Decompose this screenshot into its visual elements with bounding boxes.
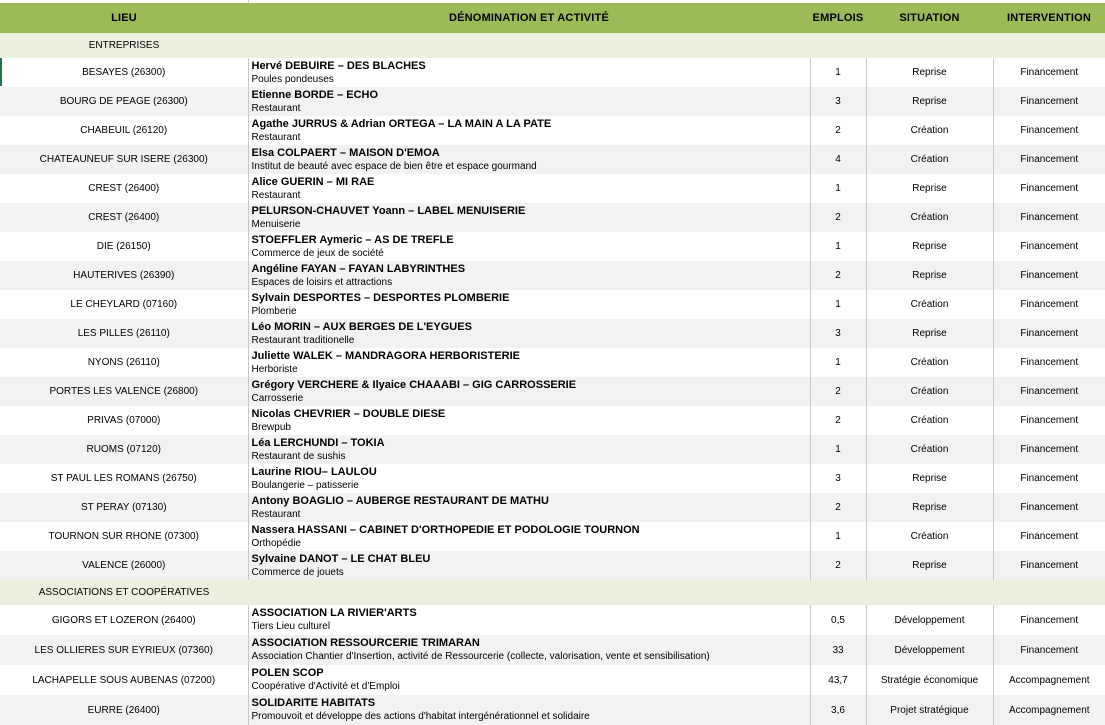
table-row	[0, 319, 1105, 348]
cell-emplois[interactable]: 4	[810, 145, 866, 174]
cell-situation[interactable]: Développement	[866, 605, 993, 635]
cell-emplois[interactable]: 0,5	[810, 605, 866, 635]
cell-emplois[interactable]: 43,7	[810, 665, 866, 695]
cell-lieu[interactable]: PRIVAS (07000)	[0, 406, 248, 435]
cell-intervention[interactable]: Financement	[1020, 357, 1079, 368]
table-row	[0, 87, 1105, 116]
section-filler[interactable]	[248, 33, 1105, 58]
table-row	[0, 377, 1105, 406]
cell-lieu[interactable]: DIE (26150)	[0, 232, 248, 261]
section-filler[interactable]	[248, 580, 1105, 605]
table-row	[0, 58, 1105, 87]
cell-lieu[interactable]: HAUTERIVES (26390)	[0, 261, 248, 290]
cell-situation[interactable]: Reprise	[866, 174, 993, 203]
company-activity: Brewpub	[251, 421, 291, 433]
company-name: STOEFFLER Aymeric – AS DE TREFLE	[251, 233, 454, 246]
company-activity: Poules pondeuses	[251, 73, 334, 85]
table-header-row	[0, 3, 1105, 33]
cell-intervention[interactable]: Financement	[1020, 473, 1079, 484]
projects-table	[0, 3, 1105, 725]
cell-denomination[interactable]	[248, 174, 810, 203]
cell-denomination[interactable]	[248, 493, 810, 522]
section-label[interactable]: ENTREPRISES	[0, 33, 248, 58]
table-row	[0, 145, 1105, 174]
cell-situation[interactable]: Reprise	[866, 261, 993, 290]
company-name: Sylvaine DANOT – LE CHAT BLEU	[251, 552, 431, 565]
cell-denomination[interactable]	[248, 435, 810, 464]
cell-lieu[interactable]: VALENCE (26000)	[0, 551, 248, 580]
company-activity: Commerce de jeux de société	[251, 247, 384, 259]
table-row	[0, 232, 1105, 261]
company-activity: Institut de beauté avec espace de bien être et espace gourmand	[251, 160, 537, 172]
cell-denomination[interactable]	[248, 406, 810, 435]
company-name: Angéline FAYAN – FAYAN LABYRINTHES	[251, 262, 466, 275]
table-row	[0, 635, 1105, 665]
cell-lieu[interactable]: NYONS (26110)	[0, 348, 248, 377]
cell-lieu[interactable]: ST PERAY (07130)	[0, 493, 248, 522]
cell-intervention[interactable]: Financement	[993, 493, 1105, 522]
cell-situation[interactable]: Création	[866, 406, 993, 435]
cell-situation[interactable]: Reprise	[866, 319, 993, 348]
cell-situation[interactable]: Reprise	[866, 464, 993, 493]
table-row	[0, 203, 1105, 232]
company-name: Etienne BORDE – ECHO	[251, 88, 379, 101]
table-row	[0, 116, 1105, 145]
table-row	[0, 406, 1105, 435]
cell-situation[interactable]: Reprise	[866, 493, 993, 522]
cell-emplois[interactable]: 2	[810, 377, 866, 406]
cell-intervention[interactable]: Financement	[993, 261, 1105, 290]
table-row	[0, 695, 1105, 725]
cell-denomination[interactable]	[248, 145, 810, 174]
cell-denomination[interactable]	[248, 319, 810, 348]
cell-intervention[interactable]: Financement	[1020, 241, 1079, 252]
cell-emplois[interactable]: 1	[810, 435, 866, 464]
company-activity: Restaurant	[251, 189, 301, 201]
company-name: Laurine RIOU– LAULOU	[251, 465, 377, 478]
cell-emplois[interactable]: 3,6	[810, 695, 866, 725]
cell-emplois[interactable]: 2	[810, 261, 866, 290]
cell-denomination[interactable]	[248, 203, 810, 232]
company-activity: Espaces de loisirs et attractions	[251, 276, 393, 288]
cell-emplois[interactable]: 3	[810, 319, 866, 348]
cell-emplois[interactable]: 3	[810, 464, 866, 493]
cell-intervention[interactable]: Financement	[993, 203, 1105, 232]
cell-intervention[interactable]: Financement	[993, 145, 1105, 174]
company-activity: Restaurant	[251, 508, 301, 520]
cell-lieu[interactable]: RUOMS (07120)	[0, 435, 248, 464]
cell-situation[interactable]: Création	[866, 145, 993, 174]
cell-denomination[interactable]	[248, 261, 810, 290]
company-name: Nicolas CHEVRIER – DOUBLE DIESE	[251, 407, 446, 420]
cell-intervention[interactable]: Financement	[993, 435, 1105, 464]
company-name: PELURSON-CHAUVET Yoann – LABEL MENUISERIE	[251, 204, 526, 217]
cell-situation[interactable]: Création	[866, 377, 993, 406]
cell-denomination[interactable]	[248, 116, 810, 145]
company-name: Léa LERCHUNDI – TOKIA	[251, 436, 385, 449]
cell-emplois[interactable]: 1	[810, 174, 866, 203]
section-row	[0, 580, 1105, 605]
cell-emplois[interactable]: 3	[810, 87, 866, 116]
table-row	[0, 605, 1105, 635]
cell-emplois[interactable]: 33	[810, 635, 866, 665]
cell-denomination[interactable]	[248, 551, 810, 580]
company-name: Elsa COLPAERT – MAISON D'EMOA	[251, 146, 440, 159]
section-label[interactable]: ASSOCIATIONS ET COOPÉRATIVES	[0, 580, 248, 605]
table-row	[0, 522, 1105, 551]
company-activity: Restaurant traditionelle	[251, 334, 355, 346]
cell-situation[interactable]: Reprise	[866, 232, 993, 261]
cell-lieu[interactable]: LES OLLIERES SUR EYRIEUX (07360)	[0, 635, 248, 665]
cell-situation[interactable]: Développement	[866, 635, 993, 665]
company-name: POLEN SCOP	[251, 667, 324, 679]
cell-denomination[interactable]	[248, 377, 810, 406]
company-name: Grégory VERCHERE & Ilyaice CHAAABI – GIG CARROSSERIE	[251, 378, 577, 391]
cell-denomination[interactable]	[248, 695, 810, 725]
company-activity: Orthopédie	[251, 537, 301, 549]
cell-lieu[interactable]: ST PAUL LES ROMANS (26750)	[0, 464, 248, 493]
cell-intervention[interactable]: Financement	[1020, 67, 1079, 78]
cell-lieu[interactable]: BOURG DE PEAGE (26300)	[0, 87, 248, 116]
company-name: ASSOCIATION LA RIVIER'ARTS	[251, 607, 417, 619]
cell-intervention[interactable]: Financement	[1020, 299, 1079, 310]
cell-lieu[interactable]: GIGORS ET LOZERON (26400)	[0, 605, 248, 635]
cell-situation[interactable]: Création	[866, 348, 993, 377]
company-name: Hervé DEBUIRE – DES BLACHES	[251, 59, 426, 72]
table-row	[0, 435, 1105, 464]
cell-intervention[interactable]: Accompagnement	[993, 695, 1105, 725]
cell-intervention[interactable]: Financement	[1020, 531, 1079, 542]
cell-emplois[interactable]: 1	[810, 522, 866, 551]
cell-intervention[interactable]: Accompagnement	[1008, 674, 1090, 686]
company-name: Antony BOAGLIO – AUBERGE RESTAURANT DE MATHU	[251, 494, 549, 507]
table-body	[0, 33, 1105, 725]
cell-denomination[interactable]	[248, 635, 810, 665]
cell-denomination[interactable]	[248, 665, 810, 695]
company-activity: Tiers Lieu culturel	[251, 621, 331, 632]
cell-lieu[interactable]: CHATEAUNEUF SUR ISERE (26300)	[0, 145, 248, 174]
company-name: Nassera HASSANI – CABINET D'ORTHOPEDIE ET PODOLOGIE TOURNON	[251, 523, 640, 536]
cell-intervention[interactable]: Financement	[993, 87, 1105, 116]
cell-lieu[interactable]: CREST (26400)	[0, 203, 248, 232]
cell-intervention[interactable]: Financement	[993, 319, 1105, 348]
company-activity: Herboriste	[251, 363, 298, 375]
cell-intervention[interactable]: Financement	[1020, 415, 1079, 426]
cell-denomination[interactable]	[248, 348, 810, 377]
cell-situation[interactable]: Création	[866, 203, 993, 232]
column-header-emplois[interactable]: EMPLOIS	[810, 3, 866, 33]
table-row	[0, 290, 1105, 319]
cell-intervention[interactable]: Financement	[1020, 125, 1079, 136]
cell-lieu[interactable]: EURRE (26400)	[0, 695, 248, 725]
cell-situation[interactable]: Projet stratégique	[866, 695, 993, 725]
section-row	[0, 33, 1105, 58]
cell-emplois[interactable]: 1	[810, 348, 866, 377]
company-name: Sylvain DESPORTES – DESPORTES PLOMBERIE	[251, 291, 510, 304]
table-row	[0, 493, 1105, 522]
cell-emplois[interactable]: 2	[810, 493, 866, 522]
cell-emplois[interactable]: 1	[810, 58, 866, 87]
cell-lieu[interactable]: CREST (26400)	[0, 174, 248, 203]
cell-emplois[interactable]: 2	[810, 406, 866, 435]
table-row	[0, 464, 1105, 493]
table-row	[0, 348, 1105, 377]
cell-denomination[interactable]	[248, 290, 810, 319]
cell-emplois[interactable]: 2	[810, 116, 866, 145]
cell-denomination[interactable]	[248, 522, 810, 551]
table-row	[0, 551, 1105, 580]
company-activity: Menuiserie	[251, 218, 301, 230]
company-name: SOLIDARITE HABITATS	[251, 697, 376, 709]
column-header-denomination[interactable]: DÉNOMINATION ET ACTIVITÉ	[248, 3, 810, 33]
table-row	[0, 665, 1105, 695]
table-row	[0, 174, 1105, 203]
cell-emplois[interactable]: 2	[810, 551, 866, 580]
cell-lieu[interactable]: TOURNON SUR RHONE (07300)	[0, 522, 248, 551]
cell-lieu[interactable]: LACHAPELLE SOUS AUBENAS (07200)	[0, 665, 248, 695]
column-header-lieu[interactable]: LIEU	[0, 3, 248, 33]
company-activity: Restaurant	[251, 131, 301, 143]
company-name: ASSOCIATION RESSOURCERIE TRIMARAN	[251, 637, 480, 649]
cell-lieu[interactable]: LE CHEYLARD (07160)	[0, 290, 248, 319]
cell-emplois[interactable]: 1	[810, 290, 866, 319]
cell-situation[interactable]: Création	[866, 522, 993, 551]
cell-intervention[interactable]: Financement	[993, 377, 1105, 406]
company-activity: Restaurant	[251, 102, 301, 114]
cell-situation[interactable]: Création	[866, 290, 993, 319]
company-name: Agathe JURRUS & Adrian ORTEGA – LA MAIN A LA PATE	[251, 117, 552, 130]
cell-situation[interactable]: Reprise	[866, 551, 993, 580]
cell-situation[interactable]: Création	[866, 435, 993, 464]
cell-emplois[interactable]: 1	[810, 232, 866, 261]
cell-denomination[interactable]	[248, 464, 810, 493]
company-name: Léo MORIN – AUX BERGES DE L'EYGUES	[251, 320, 472, 333]
cell-situation[interactable]: Stratégie économique	[866, 665, 993, 695]
company-activity: Carrosserie	[251, 392, 304, 404]
company-name: Alice GUERIN – MI RAE	[251, 175, 375, 188]
selected-cell-indicator	[0, 58, 2, 86]
cell-lieu[interactable]: BESAYES (26300)	[0, 58, 248, 87]
cell-situation[interactable]: Reprise	[866, 87, 993, 116]
cell-situation[interactable]: Reprise	[866, 58, 993, 87]
company-name: Juliette WALEK – MANDRAGORA HERBORISTERIE	[251, 349, 521, 362]
cell-lieu[interactable]: PORTES LES VALENCE (26800)	[0, 377, 248, 406]
cell-denomination[interactable]	[248, 87, 810, 116]
cell-situation[interactable]: Création	[866, 116, 993, 145]
company-activity: Restaurant de sushis	[251, 450, 346, 462]
company-activity: Commerce de jouets	[251, 566, 344, 578]
cell-intervention[interactable]: Financement	[993, 551, 1105, 580]
company-activity: Boulangerie – patisserie	[251, 479, 359, 491]
cell-intervention[interactable]: Financement	[993, 635, 1105, 665]
cell-denomination[interactable]	[248, 58, 810, 87]
cell-emplois[interactable]: 2	[810, 203, 866, 232]
company-activity: Coopérative d'Activité et d'Emploi	[251, 681, 400, 692]
column-header-situation[interactable]: SITUATION	[866, 3, 993, 33]
company-activity: Plomberie	[251, 305, 297, 317]
cell-intervention[interactable]: Financement	[1020, 614, 1079, 626]
company-activity: Promouvoit et développe des actions d'habitat intergénérationnel et solidaire	[251, 711, 590, 722]
table-row	[0, 261, 1105, 290]
cell-lieu[interactable]: LES PILLES (26110)	[0, 319, 248, 348]
cell-denomination[interactable]	[248, 232, 810, 261]
cell-intervention[interactable]: Financement	[1020, 183, 1079, 194]
cell-denomination[interactable]	[248, 605, 810, 635]
column-header-intervention[interactable]: INTERVENTION	[993, 3, 1105, 33]
company-activity: Association Chantier d'Insertion, activité de Ressourcerie (collecte, valorisation, vente et sensibilisation)	[251, 651, 710, 662]
cell-lieu[interactable]: CHABEUIL (26120)	[0, 116, 248, 145]
